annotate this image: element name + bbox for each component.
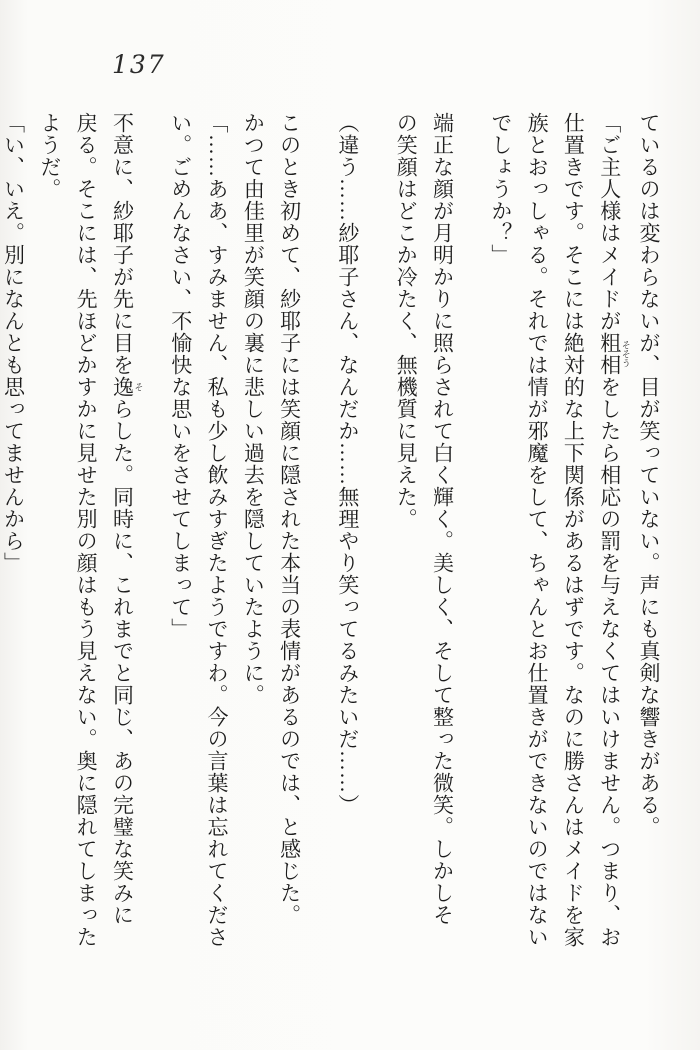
text-line: 「い、いえ。別になんとも思ってませんから」 <box>1 112 26 574</box>
text-line: の笑顔はどこか冷たく、無機質に見えた。 <box>394 112 419 530</box>
text-line: い。ごめんなさい、不愉快な思いをさせてしまって」 <box>168 112 193 640</box>
text-line: 「ご主人様はメイドが粗相 そそうをしたら相応の罰を与えなくてはいけません。つまり、お <box>597 112 631 948</box>
text-line: （違う……紗耶子さん、なんだか……無理やり笑ってるみたいだ……） <box>335 112 360 816</box>
text-line: 端正な顔が月明かりに照らされて白く輝く。美しく、そして整った微笑。しかしそ <box>430 112 455 926</box>
text-block <box>0 112 667 957</box>
ruby-base: 逸 そ <box>110 376 144 398</box>
page-number: 137 <box>112 50 166 79</box>
text-line: 「……ああ、すみません、私も少し飲みすぎたようですわ。今の言葉は忘れてくださ <box>205 112 230 948</box>
furigana: そそう <box>620 332 631 376</box>
text-line: このとき初めて、紗耶子には笑顔に隠された本当の表情があるのでは、と感じた。 <box>277 112 302 926</box>
text-line: 戻る。そこには、先ほどかすかに見せた別の顔はもう見えない。奥に隠れてしまった <box>74 112 99 948</box>
text-line: 不意に、紗耶子が先に目を逸 そらした。同時に、これまでと同じ、あの完璧な笑みに <box>110 112 144 926</box>
text-line: かつて由佳里が笑顔の裏に悲しい過去を隠していたように。 <box>241 112 266 706</box>
text-line: でしょうか？」 <box>488 112 513 266</box>
text-line: 仕置きです。そこには絶対的な上下関係があるはずです。なのに勝さんはメイドを家 <box>561 112 586 948</box>
text-line: ているのは変わらないが、目が笑っていない。声にも真剣な響きがある。 <box>637 112 661 838</box>
text-line: 族とおっしゃる。それでは情が邪魔をして、ちゃんとお仕置きができないのではない <box>525 112 550 948</box>
ruby-base: 粗相 そそう <box>597 332 631 376</box>
furigana: そ <box>133 376 144 398</box>
text-line: ようだ。 <box>37 112 62 200</box>
